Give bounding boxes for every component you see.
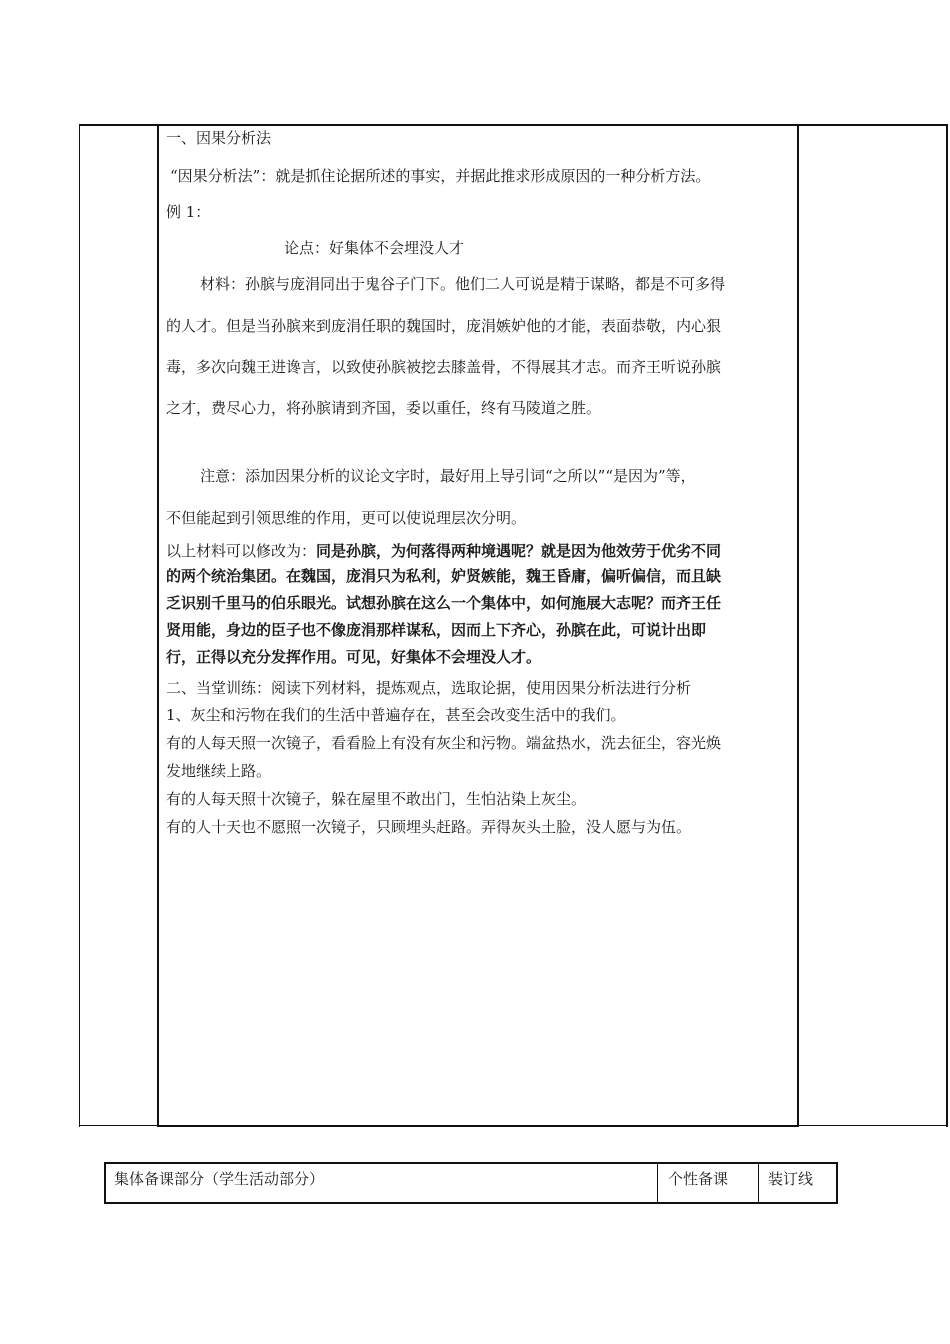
note-line: 不但能起到引领思维的作用，更可以使说理层次分明。 — [166, 509, 527, 527]
example-label: 例 1： — [166, 203, 211, 221]
column-divider — [758, 1164, 759, 1202]
definition-text: “因果分析法”：就是抓住论据所述的事实，并据此推求形成原因的一种分析方法。 — [170, 167, 711, 185]
section2-heading: 二、当堂训练：阅读下列材料，提炼观点，选取论据，使用因果分析法进行分析 — [166, 679, 692, 697]
revision-line: 贤用能，身边的臣子也不像庞涓那样谋私，因而上下齐心，孙膑在此，可说计出即 — [166, 621, 707, 639]
material-line: 的人才。但是当孙膑来到庞涓任职的魏国时，庞涓嫉妒他的才能，表面恭敬，内心狠 — [166, 317, 722, 335]
revision-line: 乏识别千里马的伯乐眼光。试想孙膑在这么一个集体中，如何施展大志呢？而齐王任 — [166, 594, 722, 612]
revision-line: 行，正得以充分发挥作用。可见，好集体不会埋没人才。 — [166, 648, 542, 666]
binding-line-label: 装订线 — [768, 1170, 814, 1188]
training-line: 有的人每天照一次镜子，看看脸上有没有灰尘和污物。端盆热水，洗去征尘，容光焕 — [166, 734, 722, 752]
section1-heading: 一、因果分析法 — [166, 129, 272, 147]
bottom-header-table — [104, 1162, 838, 1204]
material-line: 毒，多次向魏王进谗言，以致使孙膑被挖去膝盖骨，不得展其才志。而齐王听说孙膑 — [166, 358, 722, 376]
training-line: 有的人十天也不愿照一次镜子，只顾埋头赶路。弄得灰头土脸，没人愿与为伍。 — [166, 818, 692, 836]
column-divider — [657, 1164, 658, 1202]
left-border — [79, 124, 80, 1127]
material-line: 之才，费尽心力，将孙膑请到齐国，委以重任，终有马陵道之胜。 — [166, 399, 602, 417]
training-line: 有的人每天照十次镜子，躲在屋里不敢出门，生怕沾染上灰尘。 — [166, 790, 587, 808]
training-item-1: 1、灰尘和污物在我们的生活中普遍存在，甚至会改变生活中的我们。 — [166, 706, 626, 724]
revision-line: 同是孙膑，为何落得两种境遇呢？就是因为他效劳于优劣不同 — [316, 542, 722, 560]
training-line: 发地继续上路。 — [166, 762, 272, 780]
thesis-text: 论点：好集体不会埋没人才 — [284, 239, 465, 257]
material-line: 材料：孙膑与庞涓同出于鬼谷子门下。他们二人可说是精于谋略，都是不可多得 — [200, 275, 726, 293]
personal-prep-label: 个性备课 — [668, 1170, 729, 1188]
collective-prep-label: 集体备课部分（学生活动部分） — [114, 1170, 325, 1188]
note-line: 注意：添加因果分析的议论文字时，最好用上导引词“之所以”“是因为”等， — [200, 467, 696, 485]
revision-intro: 以上材料可以修改为： — [166, 542, 317, 560]
revision-line: 的两个统治集团。在魏国，庞涓只为私利，妒贤嫉能，魏王昏庸，偏听偏信，而且缺 — [166, 567, 722, 585]
